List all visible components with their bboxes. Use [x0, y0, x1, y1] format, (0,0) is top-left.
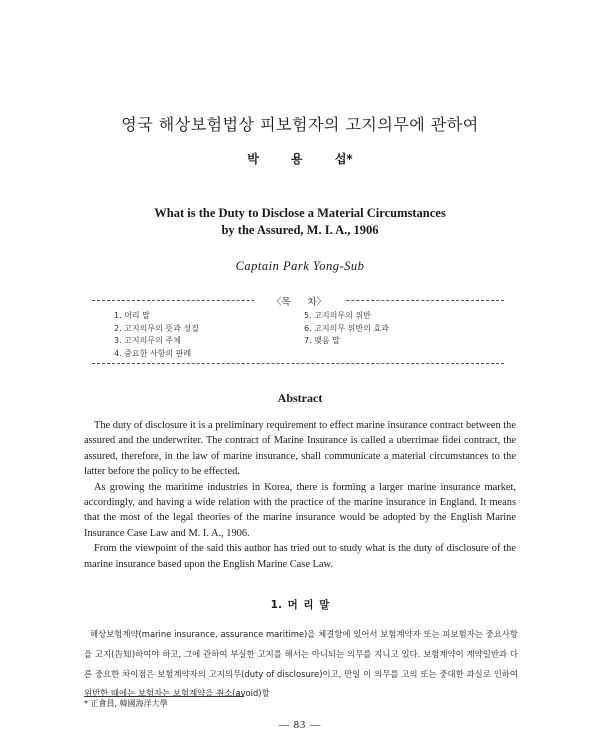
- author-english: Captain Park Yong-Sub: [235, 259, 365, 273]
- body-text: [84, 625, 518, 704]
- korean-title: 영국 해상보험법상 피보험자의 고지의무에 관하여: [121, 115, 479, 134]
- toc-item: 7. 맺음 말: [304, 336, 340, 345]
- footnote: * 正會員, 韓國海洋大學: [84, 699, 168, 708]
- abstract-paragraph: From the viewpoint of the said this author has tried out to study what is the duty of disclosure of the marine insurance based upon the English Marine Case Law.: [84, 543, 516, 570]
- body-paragraph: 해상보험계약(marine insurance, assurance maritime)을 체결함에 있어서 보험계약자 또는 피보험자는 중요사항을 고지(告知)하여야 하고, 그에 관하여 부실한 고지를 해서는 아니되는 의무를 지니고 있다. 보험계약이 계약일반과 다른 중요한 차이점은 보험계약자의 고지의무(duty of disclosure)이고, 만일 이 의무를 고의 또는 중대한 과실로 인하여 위반한 때에는 보험자는 보험계약을 취소(avoid)할: [84, 629, 518, 699]
- toc-title: 〈목 차〉: [254, 294, 344, 308]
- abstract-paragraph: As growing the maritime industries in Korea, there is forming a larger marine insurance market, accordingly, and having a wide relation with the practice of the marine insurance in England. It means that the most of the legal theories of the marine insurance would be adopted by the English Marine Insurance Case Law and M. I. A., 1906.: [84, 481, 516, 539]
- toc-right-column: [304, 310, 389, 348]
- footnote-divider: [84, 696, 244, 697]
- toc-item: 2. 고지의무의 뜻과 성질: [114, 323, 199, 333]
- page-number: — 83 —: [278, 720, 322, 731]
- toc-left-column: [114, 310, 199, 360]
- toc-item: 4. 중요한 사항의 판례: [114, 348, 192, 358]
- abstract-heading: Abstract: [277, 391, 323, 405]
- table-of-contents: [92, 297, 504, 364]
- abstract-body: [84, 418, 516, 572]
- toc-item: 3. 고지의무의 주체: [114, 336, 181, 345]
- toc-item: 1. 머리 말: [114, 311, 150, 320]
- author-korean: 박 용 섭*: [247, 152, 353, 166]
- toc-item: 5. 고지의무의 위반: [304, 311, 371, 320]
- abstract-paragraph: The duty of disclosure it is a preliminary requirement to effect marine insurance contract between the assured and the underwriter. The contract of Marine Insurance is called a uberrimae fidei contract, the assured, therefore, in the law of marine insurance, shall communicate a material circumstances to the latter before the policy to be effected.: [84, 420, 516, 478]
- english-title: [0, 205, 600, 239]
- english-title-line2: by the Assured, M. I. A., 1906: [221, 223, 379, 237]
- english-title-line1: What is the Duty to Disclose a Material Circumstances: [154, 206, 446, 220]
- toc-item: 6. 고지의무 위반의 효과: [304, 323, 389, 333]
- section-heading-introduction: 1. 머 리 말: [270, 599, 330, 611]
